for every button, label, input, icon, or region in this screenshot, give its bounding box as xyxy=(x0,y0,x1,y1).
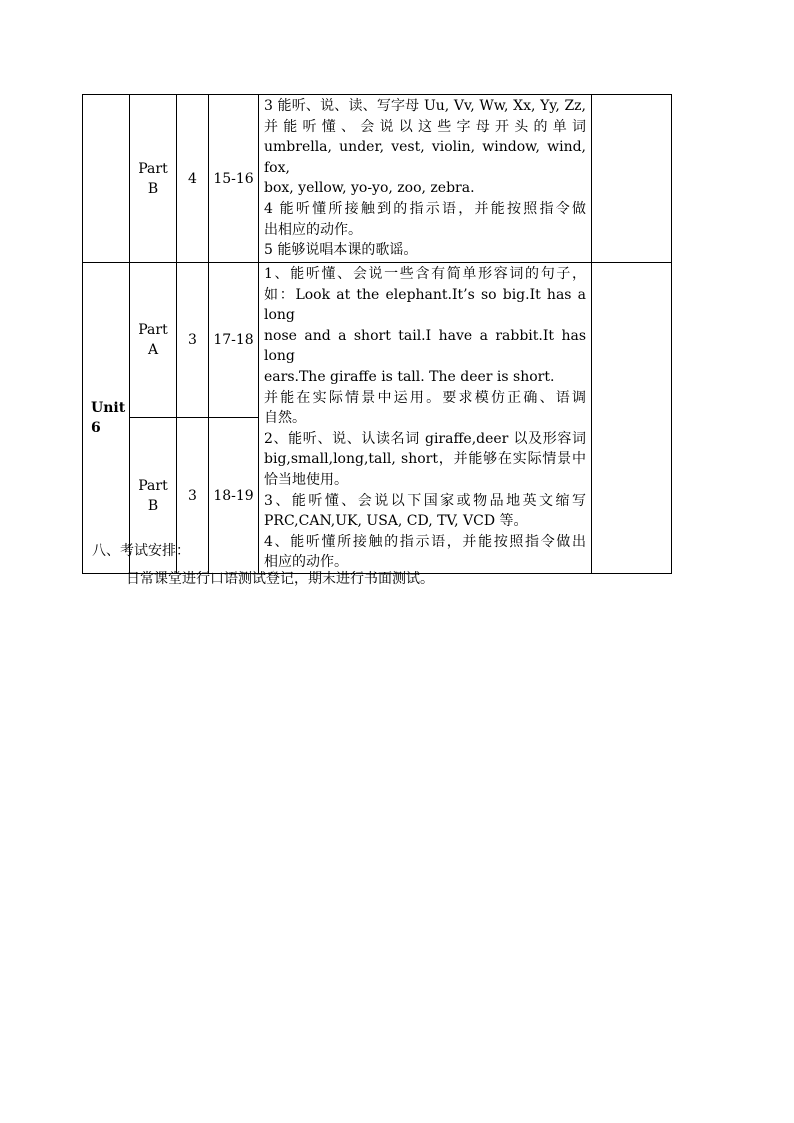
remarks-cell xyxy=(592,95,672,263)
part-label: Part B xyxy=(138,160,168,197)
objective-line: big,small,long,tall, short，并能够在实际情景中 xyxy=(264,451,586,468)
pages-cell: 17-18 xyxy=(209,263,259,418)
hours-cell: 4 xyxy=(177,95,209,263)
syllabus-table xyxy=(82,94,672,574)
part-cell xyxy=(130,95,177,263)
objectives-cell xyxy=(259,263,592,574)
part-label: Part A xyxy=(138,322,168,359)
objective-line: 4 能听懂所接触到的指示语，并能按照指令做 xyxy=(264,200,586,217)
objective-line: 并能听懂、会说以这些字母开头的单词 xyxy=(264,118,586,135)
objective-line: 出相应的动作。 xyxy=(264,221,362,238)
objective-line: 相应的动作。 xyxy=(264,554,348,571)
objective-line: PRC,CAN,UK, USA, CD, TV, VCD 等。 xyxy=(264,513,528,530)
objective-line: 并能在实际情景中运用。要求模仿正确、语调 xyxy=(264,389,586,406)
section-heading: 八、考试安排： xyxy=(92,543,190,559)
objective-line: ears.The giraffe is tall. The deer is short. xyxy=(264,368,555,385)
objective-line: 恰当地使用。 xyxy=(264,471,348,488)
table-row xyxy=(83,95,672,263)
table-row xyxy=(83,263,672,418)
objectives-cell xyxy=(259,95,592,263)
pages-cell: 18-19 xyxy=(209,418,259,573)
unit-label: Unit 6 xyxy=(91,399,126,436)
hours-cell: 3 xyxy=(177,263,209,418)
objective-line: 3、能听懂、会说以下国家或物品地英文缩写 xyxy=(264,492,586,509)
part-label: Part B xyxy=(138,477,168,514)
hours-cell: 3 xyxy=(177,418,209,573)
objective-line: umbrella, under, vest, violin, window, wind, fox, xyxy=(264,139,586,176)
part-cell xyxy=(130,263,177,418)
objective-line: nose and a short tail.I have a rabbit.It has long xyxy=(264,327,586,365)
objective-line: 3 能听、说、读、写字母 Uu, Vv, Ww, Xx, Yy, Zz, xyxy=(264,98,586,114)
unit-cell xyxy=(83,263,130,574)
objective-line: 自然。 xyxy=(264,410,306,427)
pages-cell: 15-16 xyxy=(209,95,259,263)
objective-line: 1、能听懂、会说一些含有简单形容词的句子， xyxy=(264,266,586,282)
section-body: 日常课堂进行口语测试登记，期末进行书面测试。 xyxy=(126,571,434,587)
remarks-cell xyxy=(592,263,672,574)
unit-cell-empty xyxy=(83,95,130,263)
objective-line: box, yellow, yo-yo, zoo, zebra. xyxy=(264,180,475,197)
objective-line: 4、能听懂所接触的指示语，并能按照指令做出 xyxy=(264,533,586,550)
objective-line: 5 能够说唱本课的歌谣。 xyxy=(264,242,418,259)
objective-line: 2、能听、说、认读名词 giraffe,deer 以及形容词 xyxy=(264,430,586,447)
objective-line: 如：Look at the elephant.It’s so big.It has a long xyxy=(264,286,586,324)
